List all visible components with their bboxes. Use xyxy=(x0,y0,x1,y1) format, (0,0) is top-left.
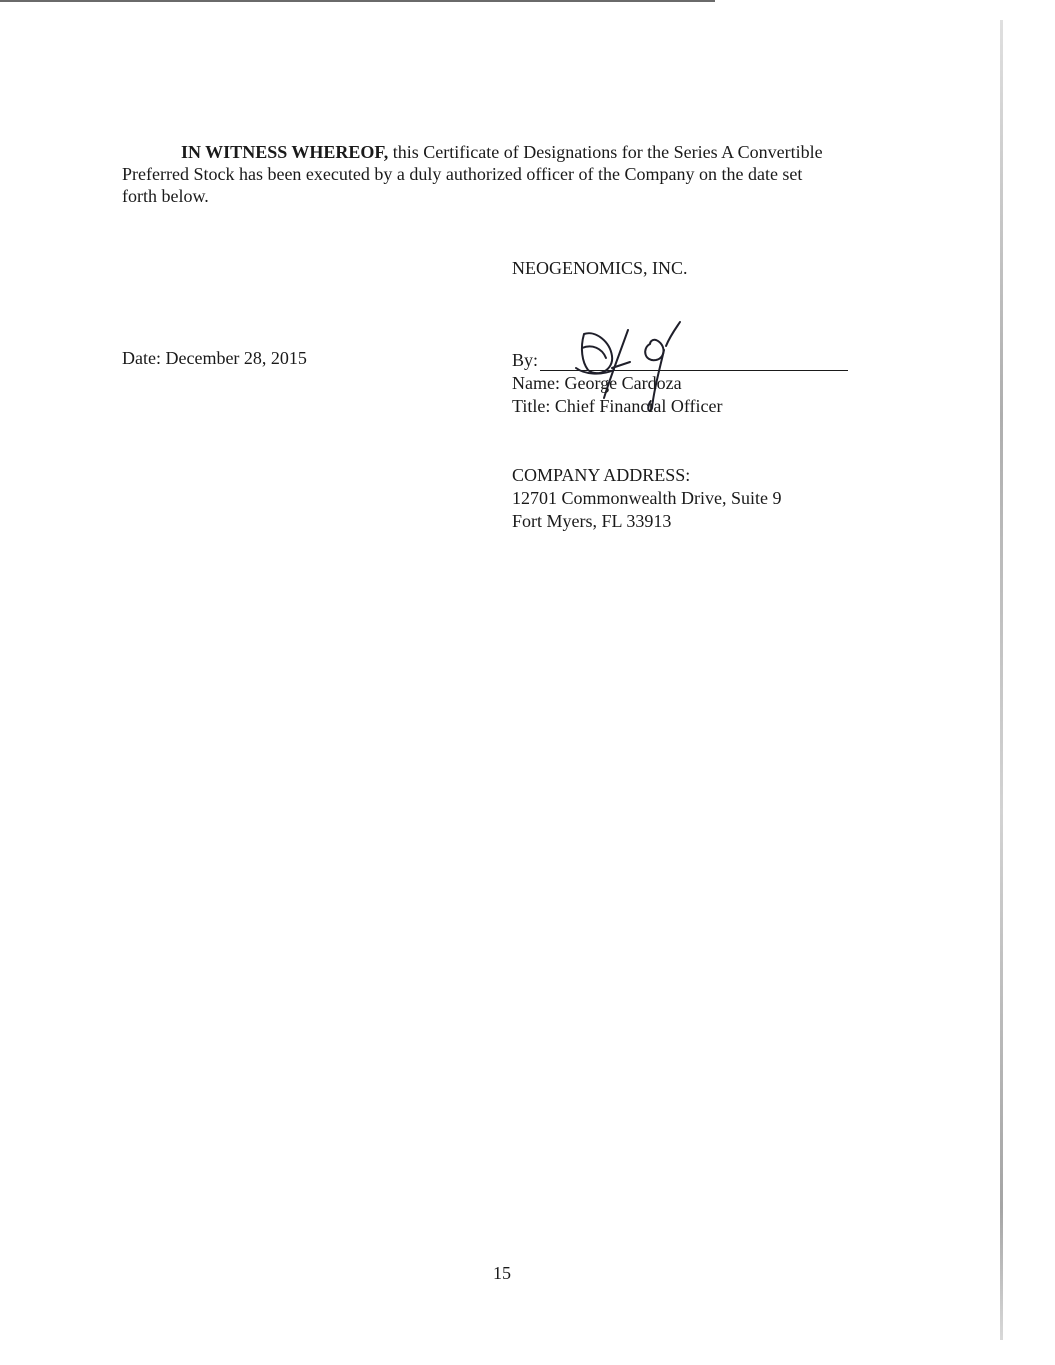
page-number: 15 xyxy=(493,1263,511,1283)
scan-edge-right xyxy=(1000,20,1003,1340)
witness-lead: IN WITNESS WHEREOF, xyxy=(181,142,389,162)
witness-line-1 xyxy=(122,141,892,163)
witness-line-2: Preferred Stock has been executed by a duly authorized officer of the Company on the date set xyxy=(122,164,803,184)
address-label: COMPANY ADDRESS: xyxy=(512,465,691,485)
company-name: NEOGENOMICS, INC. xyxy=(512,258,688,278)
scan-edge-top xyxy=(0,0,715,2)
witness-line-1-rest: this Certificate of Designations for the Series A Convertible xyxy=(388,142,823,162)
witness-line-3: forth below. xyxy=(122,186,209,206)
witness-paragraph xyxy=(122,141,892,207)
date-line: Date: December 28, 2015 xyxy=(122,348,307,368)
signer-title: Title: Chief Financial Officer xyxy=(512,396,723,416)
address-city: Fort Myers, FL 33913 xyxy=(512,511,672,531)
address-street: 12701 Commonwealth Drive, Suite 9 xyxy=(512,488,782,508)
by-label: By: xyxy=(512,350,539,370)
signer-name: Name: George Cardoza xyxy=(512,373,682,393)
